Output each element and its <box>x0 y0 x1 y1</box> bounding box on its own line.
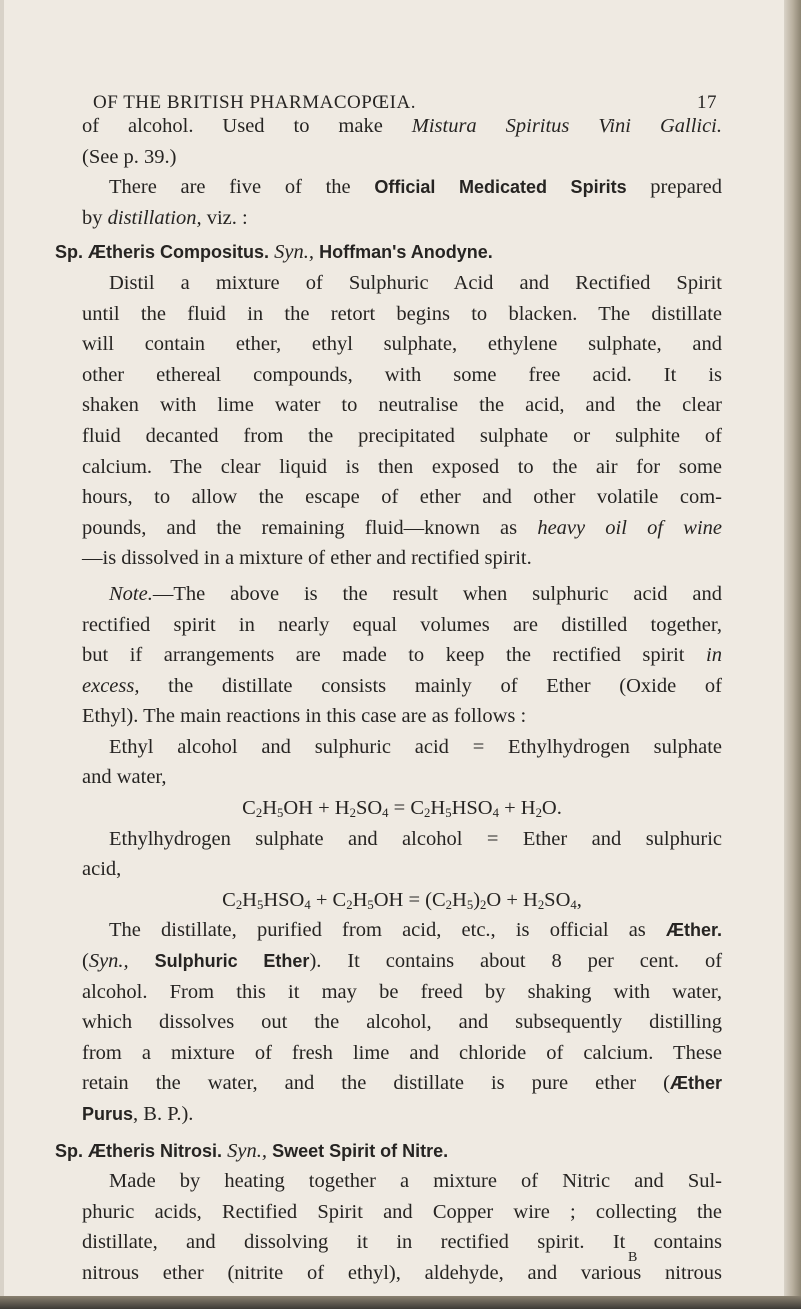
bottom-edge <box>0 1296 801 1309</box>
text-line: calcium. The clear liquid is then exposed to the air for some <box>82 455 722 478</box>
text-line: by distillation, viz. : <box>82 206 248 229</box>
text-line: hours, to allow the escape of ether and other volatile com- <box>82 486 722 509</box>
text-line: —is dissolved in a mixture of ether and rectified spirit. <box>82 547 532 570</box>
text-line: retain the water, and the distillate is pure ether (Æther <box>82 1072 722 1095</box>
text-line: rectified spirit in nearly equal volumes are distilled together, <box>82 613 722 636</box>
text-line: nitrous ether (nitrite of ethyl), aldehyde, and various nitrous <box>82 1261 722 1284</box>
text-line: The distillate, purified from acid, etc., is official as Æther. <box>109 919 722 942</box>
text-line: will contain ether, ethyl sulphate, ethylene sulphate, and <box>82 333 722 356</box>
text-line: other ethereal compounds, with some free acid. It is <box>82 363 722 386</box>
signature-mark: B <box>628 1250 638 1265</box>
text-line: shaken with lime water to neutralise the acid, and the clear <box>82 394 722 417</box>
text-line: There are five of the Official Medicated Spirits prepared <box>109 176 722 199</box>
text-line: pounds, and the remaining fluid—known as heavy oil of wine <box>82 516 722 539</box>
text-line: and water, <box>82 766 167 789</box>
text-line: acid, <box>82 858 122 881</box>
text-line: of alcohol. Used to make Mistura Spiritus Vini Gallici. <box>82 115 723 137</box>
text-line: Ethyl). The main reactions in this case are as follows : <box>82 705 527 728</box>
body-text <box>55 111 723 1289</box>
page-number: 17 <box>697 92 717 113</box>
text-line: but if arrangements are made to keep the rectified spirit in <box>82 644 722 667</box>
text-line: from a mixture of fresh lime and chloride of calcium. These <box>82 1041 722 1064</box>
text-line: Ethylhydrogen sulphate and alcohol = Ether and sulphuric <box>109 827 722 850</box>
text-line: Purus, B. P.). <box>82 1103 194 1125</box>
heading-aetheris-compositus: Sp. Ætheris Compositus. Syn., Hoffman's Anodyne. <box>55 241 493 264</box>
running-title: OF THE BRITISH PHARMACOPŒIA. <box>93 92 416 113</box>
heading-aetheris-nitrosi: Sp. Ætheris Nitrosi. Syn., Sweet Spirit of Nitre. <box>55 1139 449 1162</box>
text-line: Note.—The above is the result when sulphuric acid and <box>109 582 722 605</box>
text-line: excess, the distillate consists mainly of Ether (Oxide of <box>82 674 722 697</box>
text-line: (Syn., Sulphuric Ether). It contains about 8 per cent. of <box>82 950 723 973</box>
formula-2: $C_2H_5HSO_4 + C_2H_5OH = (C_2H_5)_2O + H_2SO_4$, <box>222 888 582 913</box>
text-line: Distil a mixture of Sulphuric Acid and Rectified Spirit <box>109 271 722 294</box>
formula-1: $C_2H_5OH + H_2SO_4 = C_2H_5HSO_4 + H_2O$. <box>242 797 562 821</box>
text-line: alcohol. From this it may be freed by shaking with water, <box>82 980 722 1003</box>
text-line: which dissolves out the alcohol, and subsequently distilling <box>82 1011 722 1034</box>
text-line: distillate, and dissolving it in rectified spirit. It contains <box>82 1231 722 1254</box>
page-edge-left <box>0 0 4 1309</box>
text-line: until the fluid in the retort begins to blacken. The distillate <box>82 302 722 325</box>
text-line: Made by heating together a mixture of Nitric and Sul- <box>109 1170 722 1193</box>
text-line: fluid decanted from the precipitated sulphate or sulphite of <box>82 424 722 447</box>
text-line: phuric acids, Rectified Spirit and Copper wire ; collecting the <box>82 1200 722 1223</box>
text-line: Ethyl alcohol and sulphuric acid = Ethylhydrogen sulphate <box>109 735 722 758</box>
page-edge-right <box>784 0 801 1309</box>
text-line: (See p. 39.) <box>82 145 177 168</box>
